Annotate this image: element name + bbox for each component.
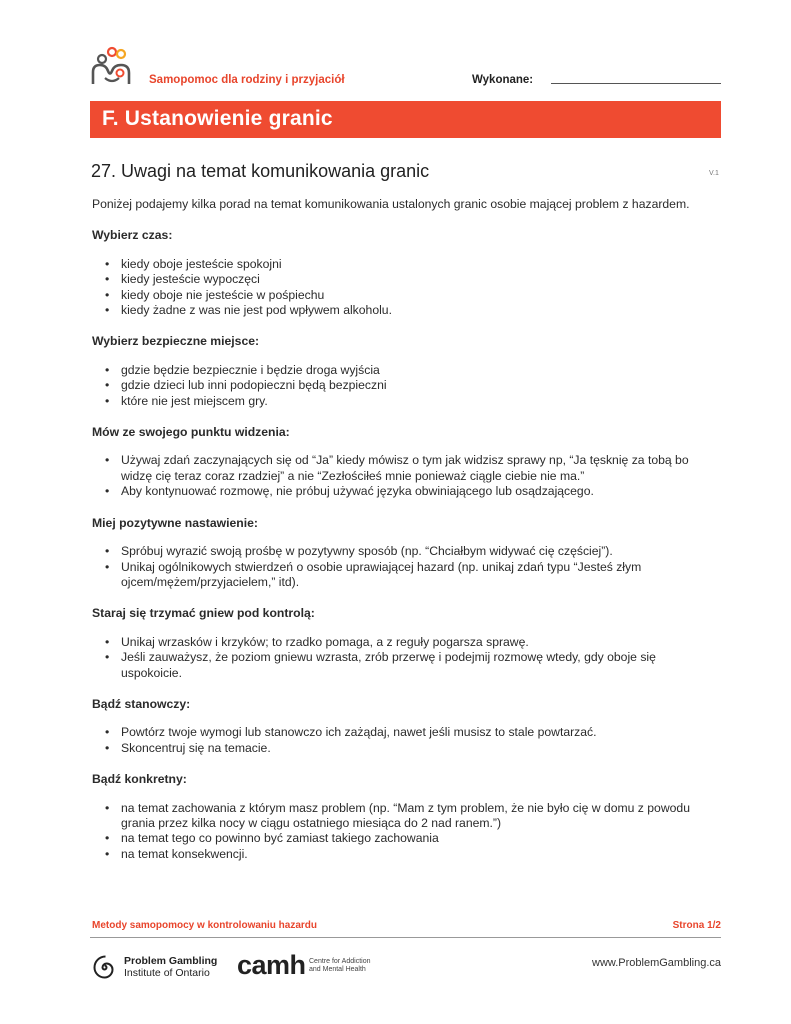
document-title: 27. Uwagi na temat komunikowania granic [91, 161, 430, 181]
bullet-icon: • [105, 378, 110, 393]
list-item [92, 544, 712, 559]
list-item [92, 847, 712, 862]
bullet-icon: • [105, 256, 110, 271]
list-item [92, 801, 712, 832]
bullet-list [92, 453, 712, 499]
list-item-text: Używaj zdań zaczynających się od “Ja” kiedy mówisz o tym jak widzisz sprawy np, “Ja tęsknię za tobą bo widzę cię teraz coraz rzadziej” a nie “Zezłościłeś mnie ponieważ ciągle ciebie nie ma.” [121, 453, 689, 483]
bullet-icon: • [105, 393, 110, 408]
section [92, 697, 712, 756]
list-item-text: kiedy żadne z was nie jest pod wpływem alkoholu. [121, 303, 392, 318]
spiral-logo-icon [92, 955, 117, 980]
camh-subtitle-line1: Centre for Addiction [309, 958, 371, 965]
list-item-text: Spróbuj wyrazić swoją prośbę w pozytywny sposób (np. “Chciałbym widywać cię częściej”). [121, 544, 613, 559]
document-body [92, 197, 712, 862]
section-heading: Wybierz czas: [92, 228, 173, 243]
list-item-text: Unikaj ogólnikowych stwierdzeń o osobie uprawiającej hazard (np. unikaj zdań typu “Jesteś złym ojcem/mężem/przyjacielem,” itd). [121, 559, 642, 589]
list-item [92, 484, 712, 499]
section-heading: Bądź konkretny: [92, 772, 187, 787]
footer-divider [90, 937, 721, 938]
pgio-institute: Institute of Ontario [124, 967, 210, 979]
bullet-icon: • [105, 846, 110, 861]
header-subtitle: Samopomoc dla rodziny i przyjaciół [149, 74, 345, 86]
bullet-icon: • [105, 800, 110, 815]
pgio-logo-text [124, 955, 217, 979]
section-banner [90, 101, 721, 138]
list-item-text: na temat konsekwencji. [121, 846, 248, 861]
section [92, 334, 712, 409]
list-item-text: na temat tego co powinno być zamiast takiego zachowania [121, 831, 439, 846]
bullet-list [92, 635, 712, 681]
list-item [92, 378, 712, 393]
section [92, 516, 712, 591]
list-item-text: kiedy jesteście wypoczęci [121, 272, 260, 287]
list-item-text: które nie jest miejscem gry. [121, 393, 268, 408]
bullet-list [92, 363, 712, 409]
list-item [92, 272, 712, 287]
list-item [92, 635, 712, 650]
footer-series-title: Metody samopomocy w kontrolowaniu hazardu [92, 920, 318, 931]
list-item [92, 741, 712, 756]
bullet-list [92, 257, 712, 319]
list-item-text: kiedy oboje nie jesteście w pośpiechu [121, 287, 325, 302]
section [92, 606, 712, 681]
bullet-icon: • [105, 544, 110, 559]
camh-logo: camh [237, 950, 306, 980]
section-heading: Staraj się trzymać gniew pod kontrolą: [92, 606, 315, 621]
bullet-list [92, 725, 712, 756]
section [92, 425, 712, 500]
list-item [92, 394, 712, 409]
list-item [92, 453, 712, 484]
list-item-text: gdzie dzieci lub inni podopieczni będą bezpieczni [121, 378, 387, 393]
pgio-name: Problem Gambling [124, 955, 218, 967]
bullet-icon: • [105, 484, 110, 499]
camh-subtitle [309, 958, 370, 974]
list-item [92, 303, 712, 318]
list-item [92, 288, 712, 303]
list-item-text: kiedy oboje jesteście spokojni [121, 256, 282, 271]
page-number: Strona 1/2 [672, 920, 721, 931]
bullet-icon: • [105, 740, 110, 755]
bullet-icon: • [105, 272, 110, 287]
list-item-text: Powtórz twoje wymogi lub stanowczo ich zażądaj, nawet jeśli musisz to stale powtarzać. [121, 725, 597, 740]
bullet-list [92, 544, 712, 590]
bullet-icon: • [105, 831, 110, 846]
list-item-text: Skoncentruj się na temacie. [121, 740, 271, 755]
section-heading: Mów ze swojego punktu widzenia: [92, 425, 290, 440]
bullet-icon: • [105, 634, 110, 649]
list-item [92, 650, 712, 681]
list-item [92, 363, 712, 378]
bullet-icon: • [105, 559, 110, 574]
section-heading: Bądź stanowczy: [92, 696, 191, 711]
section-heading: Wybierz bezpieczne miejsce: [92, 334, 260, 349]
list-item [92, 560, 712, 591]
bullet-icon: • [105, 725, 110, 740]
bullet-list [92, 801, 712, 863]
bullet-icon: • [105, 287, 110, 302]
version-label: V.1 [709, 170, 719, 177]
list-item-text: Unikaj wrzasków i krzyków; to rzadko pomaga, a z reguły pogarsza sprawę. [121, 634, 529, 649]
bullet-icon: • [105, 303, 110, 318]
section [92, 228, 712, 318]
completed-by-label: Wykonane: [472, 74, 534, 86]
bullet-icon: • [105, 362, 110, 377]
intro-paragraph: Poniżej podajemy kilka porad na temat komunikowania ustalonych granic osobie mającej problem z hazardem. [92, 197, 690, 211]
list-item-text: na temat zachowania z którym masz problem (np. “Mam z tym problem, że nie było cię w domu z powodu grania przez kilka nocy w ciągu ostatniego miesiąca do 2 nad ranem.”) [121, 800, 690, 830]
section-heading: Miej pozytywne nastawienie: [92, 515, 258, 530]
section [92, 772, 712, 862]
list-item [92, 257, 712, 272]
camh-subtitle-line2: and Mental Health [309, 966, 366, 973]
list-item-text: Aby kontynuować rozmowę, nie próbuj używać języka obwiniającego lub osądzającego. [121, 484, 594, 499]
bullet-icon: • [105, 453, 110, 468]
list-item [92, 725, 712, 740]
bullet-icon: • [105, 650, 110, 665]
website-link[interactable]: www.ProblemGambling.ca [592, 957, 721, 969]
family-group-icon [90, 46, 134, 88]
list-item-text: Jeśli zauważysz, że poziom gniewu wzrasta, zrób przerwę i podejmij rozmowę wtedy, gdy oboje się uspokoicie. [121, 650, 656, 680]
list-item [92, 831, 712, 846]
completed-by-field[interactable] [551, 83, 721, 84]
banner-title: F. Ustanowienie granic [102, 107, 333, 130]
list-item-text: gdzie będzie bezpiecznie i będzie droga wyjścia [121, 362, 380, 377]
